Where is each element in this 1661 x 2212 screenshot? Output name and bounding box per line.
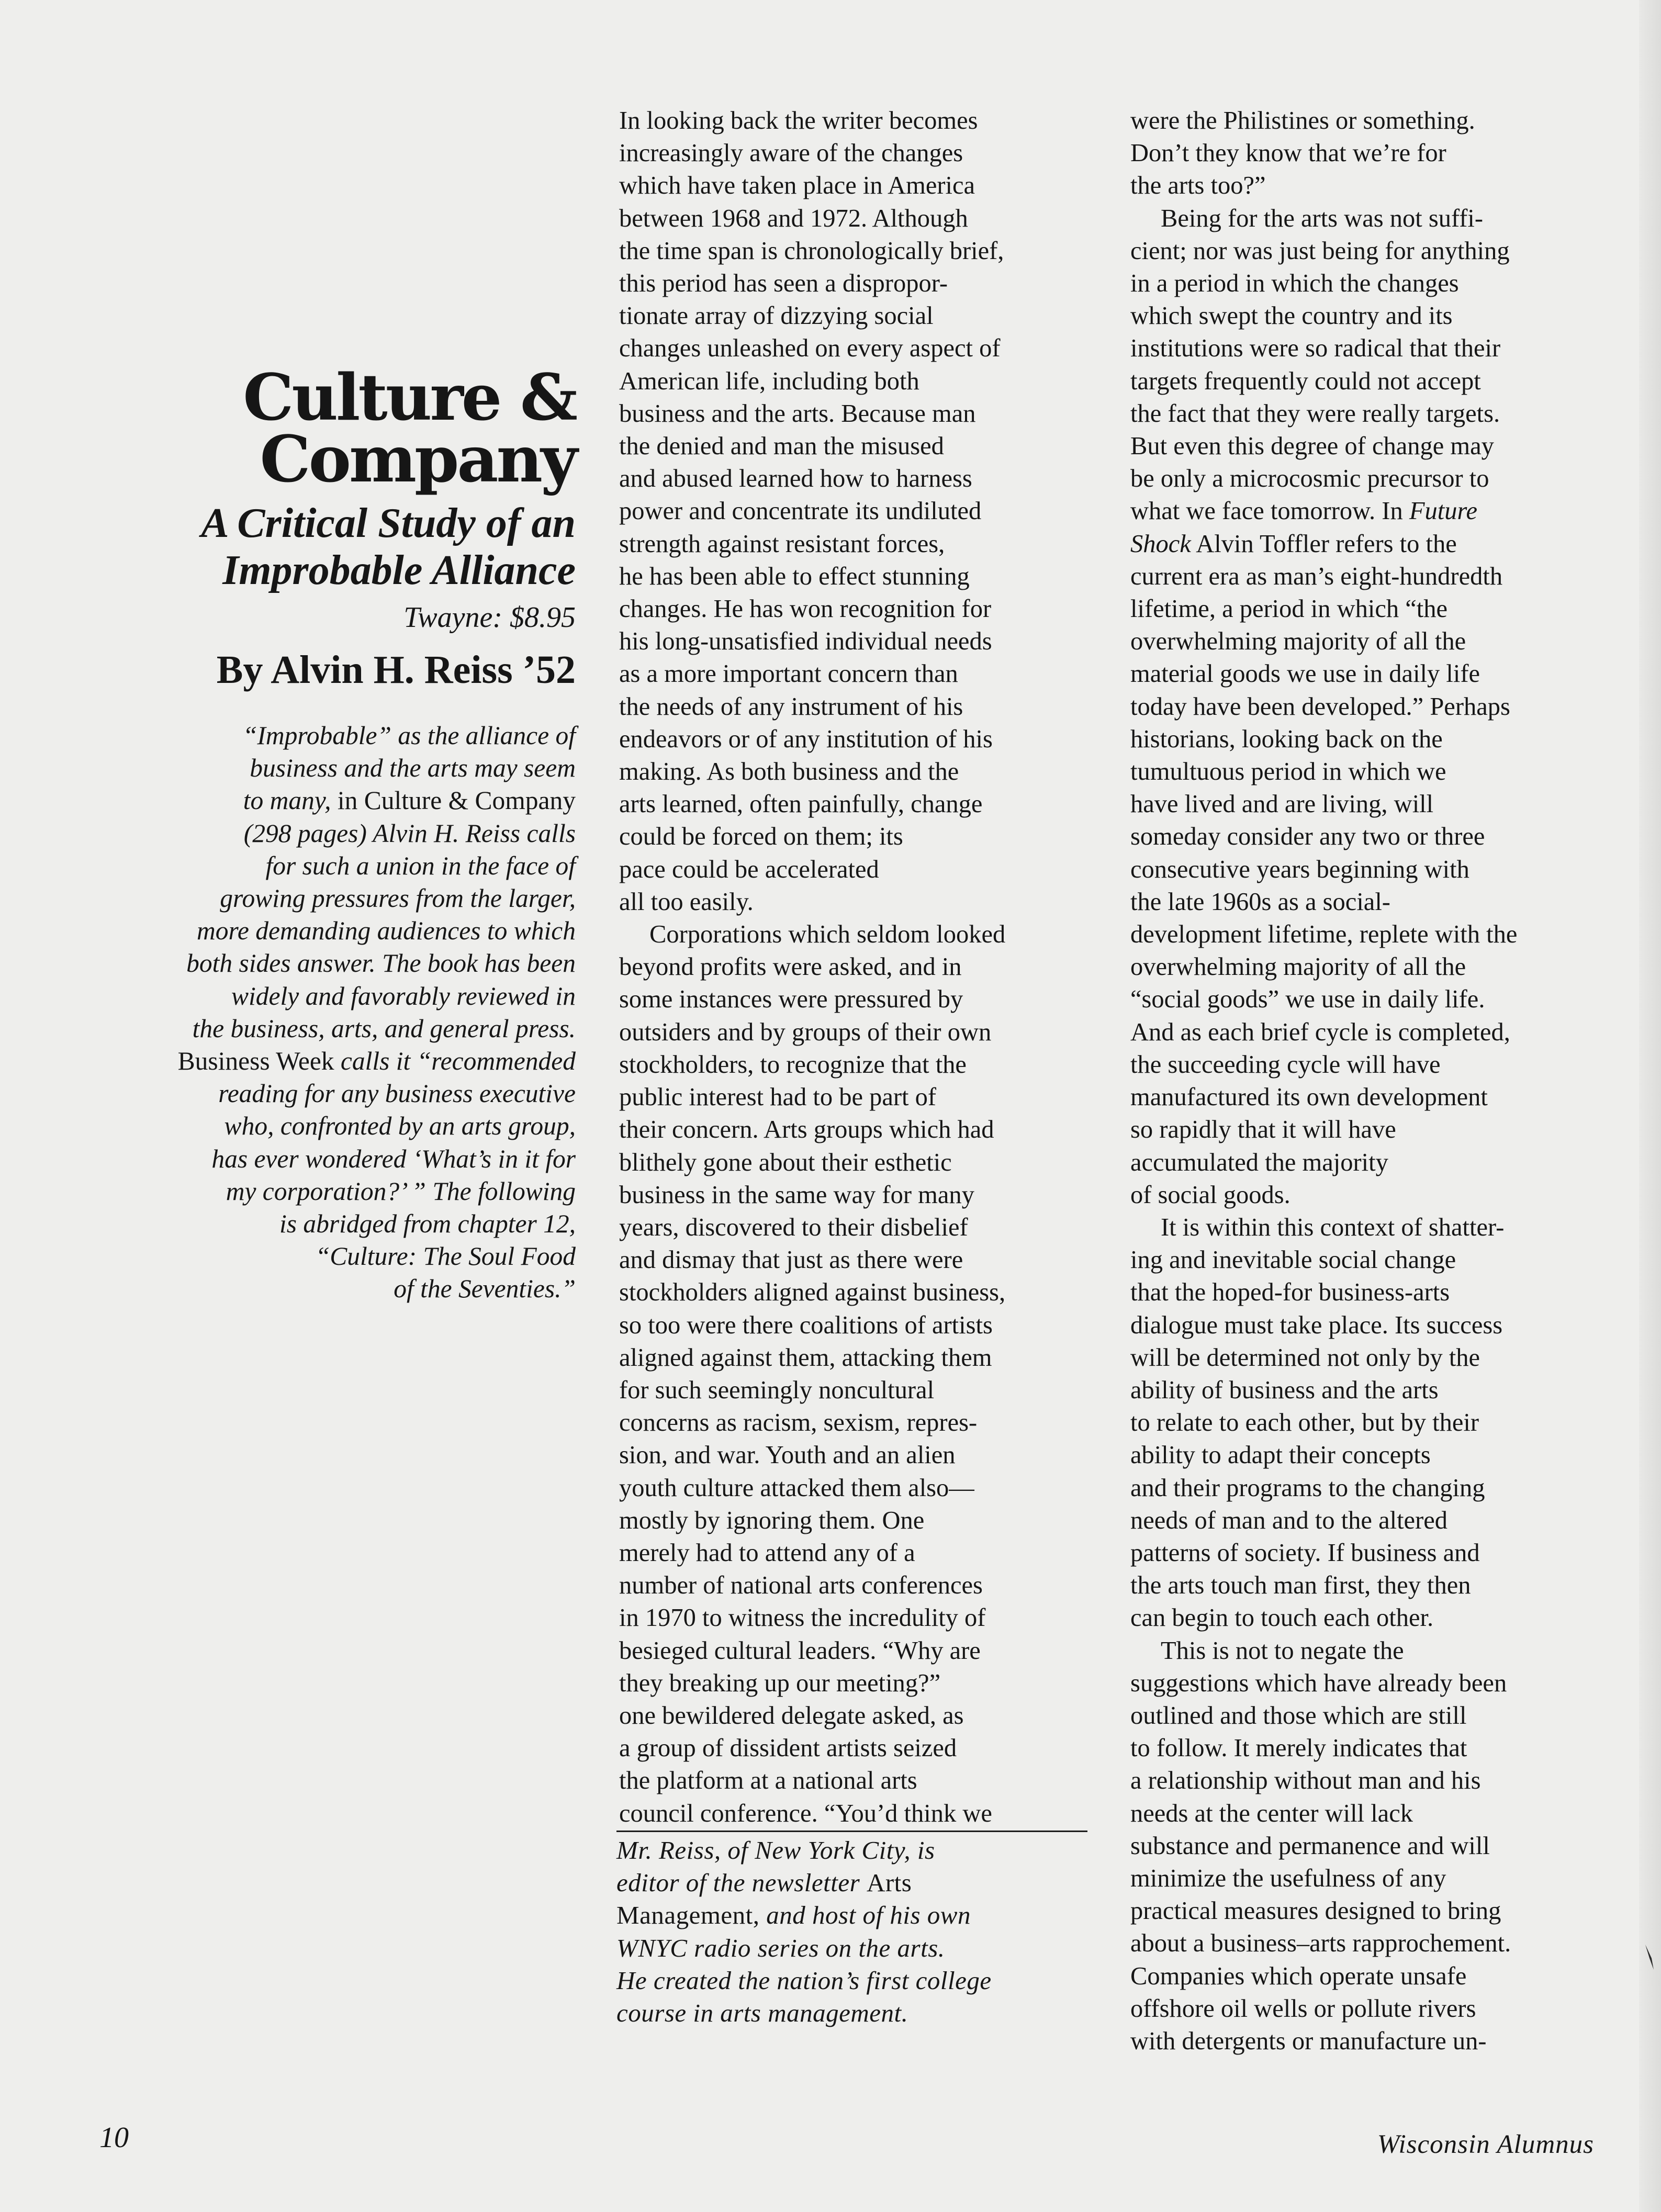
book-title: Future Shock xyxy=(1130,497,1478,558)
bio-italic-2: and host of his own WNYC radio series on the arts. He created the nation’s first college course in arts management. xyxy=(616,1901,992,2028)
intro-italic-2: (298 pages) Alvin H. Reiss calls for such a union in the face of growing pressures from the larger, more demanding audiences to which both sides answer. The book has been widely and favorably reviewed in the business, arts, and general press. xyxy=(186,818,576,1043)
page-number: 10 xyxy=(99,2121,129,2154)
intro-roman-2: Business Week xyxy=(177,1047,334,1076)
page-edge xyxy=(1639,0,1661,2212)
paragraph-text: Being for the arts was not suffi- cient; nor was just being for anything in a period in which the changes which swept the country and its institutions were so radical that their targets frequently could not accept the fact that they were really targets. But even this degree of change may be only a microcosmic precursor to what we face tomorrow. In xyxy=(1130,204,1510,525)
body-paragraph: In looking back the writer becomes increasingly aware of the changes which have taken place in America between 1968 and 1972. Although the time span is chronologically brief, this period has seen a dispropor- tionate array of dizzying social changes unleashed on every aspect of American life, including both business and the arts. Because man the denied and man the misused and abused learned how to harness power and concentrate its undiluted strength against resistant forces, he has been able to effect stunning changes. He has won recognition for his long-unsatisfied individual needs as a more important concern than the needs of any instrument of his endeavors or of any institution of his making. As both business and the arts learned, often painfully, change could be forced on them; its pace could be accelerated all too easily. xyxy=(619,107,1004,916)
intro-column xyxy=(78,360,576,1361)
article-title xyxy=(78,360,576,497)
magazine-name: Wisconsin Alumnus xyxy=(1377,2130,1594,2159)
body-column-middle xyxy=(619,105,1090,1830)
publisher-price: Twayne: $8.95 xyxy=(403,601,576,634)
intro-italic-1: “Improbable” as the alliance of business and the arts may seem to many, xyxy=(242,721,576,815)
intro-italic-3: calls it “recommended reading for any business executive who, confronted by an arts group, has ever wondered ‘What’s in it for my corporation?’ ” The following is abridged from chapter 12, “Culture: The Soul Food of the Seventies.” xyxy=(211,1047,576,1304)
author-bio xyxy=(616,1834,1087,2029)
body-paragraph: Corporations which seldom looked beyond profits were asked, and in some instances were pressured by outsiders and by groups of their own stockholders, to recognize that the public interest had to be part of their concern. Arts groups which had blithely gone about their esthetic business in the same way for many years, discovered to their disbelief and dismay that just as there were stockholders aligned against business, so too were there coalitions of artists aligned against them, attacking them for such seemingly noncultural concerns as racism, sexism, repres- sion, and war. Youth and an alien youth culture attacked them also— mostly by ignoring them. One merely had to attend any of a number of national arts conferences in 1970 to witness the incredulity of besieged cultural leaders. “Why are they breaking up our meeting?” one bewildered delegate asked, as a group of dissident artists seized the platform at a national arts council conference. “You’d think we xyxy=(619,920,1006,1827)
title-line-1: Culture & xyxy=(243,360,576,435)
body-column-right xyxy=(1130,105,1612,2058)
byline: By Alvin H. Reiss ’52 xyxy=(216,648,576,692)
subtitle-line-1: A Critical Study of an xyxy=(201,500,576,546)
bio-divider xyxy=(616,1831,1087,1832)
paragraph-text: Alvin Toffler refers to the current era as man’s eight-hundredth lifetime, a period in which “the overwhelming majority of all the material goods we use in daily life today have been developed.” Perhaps historians, looking back on the tumultuous period in which we have lived and are living, will someday consider any two or three consecutive years beginning with the late 1960s as a social- development lifetime, replete with the overwhelming majority of all the “social goods” we use in daily life. And as each brief cycle is completed, the succeeding cycle will have manufactured its own development so rapidly that it will have accumulated the majority of social goods. xyxy=(1130,530,1518,1209)
body-paragraph: This is not to negate the suggestions which have already been outlined and those which are still to follow. It merely indicates that a relationship without man and his needs at the center will lack substance and permanence and will minimize the usefulness of any practical measures designed to bring about a business–arts rapprochement. Companies which operate unsafe offshore oil wells or pollute rivers with detergents or manufacture un- xyxy=(1130,1636,1511,2055)
body-paragraph: It is within this context of shatter- ing and inevitable social change that the hoped-for business-arts dialogue must take place. Its success will be determined not only by the ability of business and the arts to relate to each other, but by their ability to adapt their concepts and their programs to the changing needs of man and to the altered patterns of society. If business and the arts touch man first, they then can begin to touch each other. xyxy=(1130,1213,1505,1632)
bio-italic-1: Mr. Reiss, of New York City, is editor of the newsletter xyxy=(616,1836,935,1897)
article-subtitle xyxy=(78,500,576,594)
title-line-2: Company xyxy=(260,421,576,497)
intro-roman-1: in Culture & Company xyxy=(337,786,576,815)
body-paragraph: were the Philistines or something. Don’t they know that we’re for the arts too?” xyxy=(1130,107,1475,200)
intro-paragraph xyxy=(63,720,576,1306)
body-paragraph xyxy=(1130,203,1612,1211)
pen-mark-icon xyxy=(1642,1942,1657,1974)
subtitle-line-2: Improbable Alliance xyxy=(222,547,576,593)
bio-roman: Arts Management, xyxy=(616,1868,912,1930)
